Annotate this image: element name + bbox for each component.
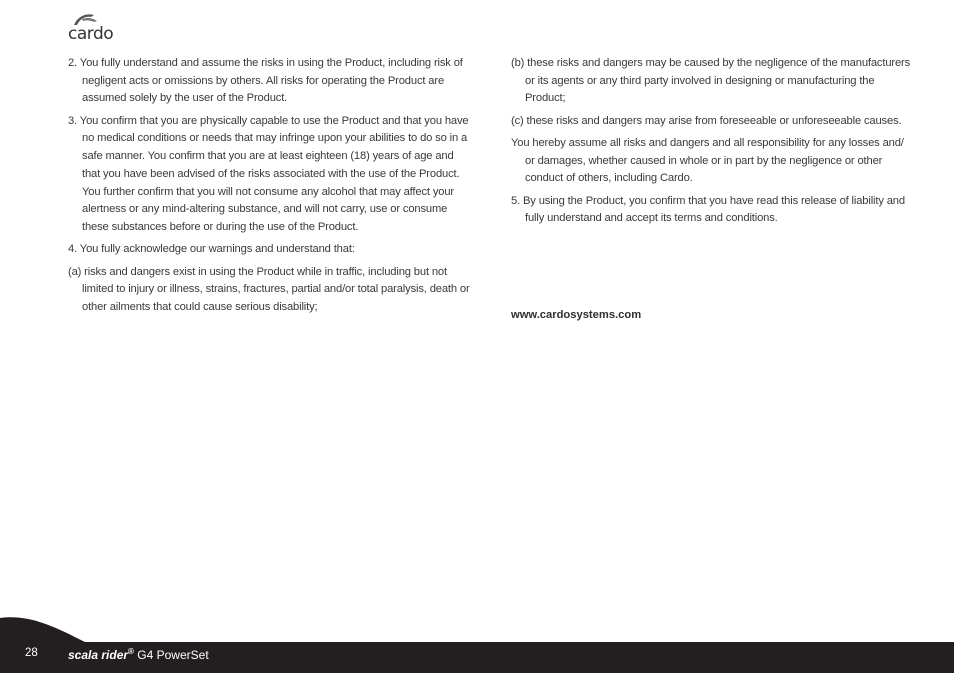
footer-bar [0, 612, 954, 673]
right-column [511, 55, 916, 233]
paragraph: (b) these risks and dangers may be caused by the negligence of the manufacturers or its agents or any third party involved in designing or manufacturing the Product; [511, 57, 911, 105]
page-number: 28 [25, 647, 38, 659]
paragraph: You hereby assume all risks and dangers and all responsibility for any losses and/ or damages, whether caused in whole or in part by the negligence or other conduct of others, including Cardo. [511, 137, 904, 185]
paragraph: 4. You fully acknowledge our warnings and understand that: [68, 243, 355, 256]
paragraph: 5. By using the Product, you confirm that you have read this release of liability and fully understand and accept its terms and conditions. [511, 194, 905, 225]
website-link[interactable]: www.cardosystems.com [511, 309, 642, 321]
cardo-logo [66, 10, 126, 44]
paragraph: (c) these risks and dangers may arise from foreseeable or unforeseeable causes. [511, 114, 902, 127]
registered-mark: ® [128, 647, 134, 656]
footer-title [68, 647, 209, 662]
paragraph: 3. You confirm that you are physically capable to use the Product and that you have no medical conditions or needs that may infringe upon your abilities to do so in a safe manner. You confirm that you are at least eighteen (18) years of age and that you have been advised of the risks associated with the use of the Product. You further confirm that you will not consume any alcohol that may affect your alertness or any mind-altering substance, and will not carry, use or consume these substances before or during the use of the Product. [68, 114, 469, 233]
footer-brand: scala rider [68, 648, 129, 662]
logo-text: cardo [68, 24, 114, 44]
footer-shape [0, 612, 954, 673]
paragraph: 2. You fully understand and assume the risks in using the Product, including risk of negligent acts or omissions by others. All risks for operating the Product are assumed solely by the user of the Product. [68, 57, 463, 105]
paragraph: (a) risks and dangers exist in using the Product while in traffic, including but not limited to injury or illness, strains, fractures, partial and/or total paralysis, death or other ailments that could cause serious disability; [68, 265, 470, 313]
left-column [68, 55, 470, 321]
footer-product: G4 PowerSet [133, 648, 209, 662]
